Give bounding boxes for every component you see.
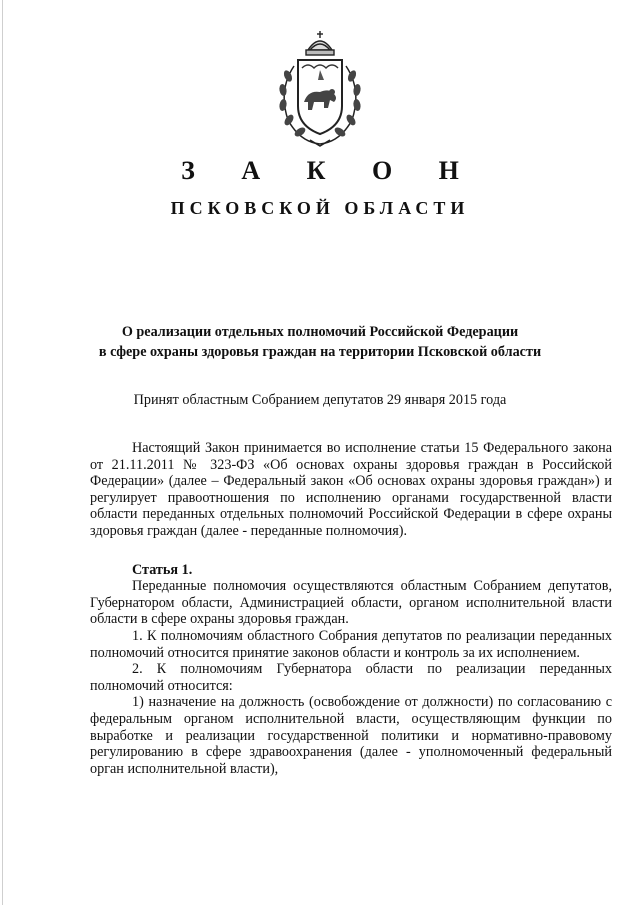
article-1-paragraph-1: 1. К полномочиям областного Собрания депутатов по реализации переданных полномочий относится принятие законов области и контроль за их исполнением. [90, 627, 612, 661]
subject-line-2: в сфере охраны здоровья граждан на территории Псковской области [98, 344, 542, 360]
article-1-intro: Переданные полномочия осуществляются областным Собранием депутатов, Губернатором области, Администрацией области, органом исполнительной власти области в сфере охраны здоровья граждан. [90, 578, 612, 628]
document-subject [0, 322, 640, 362]
article-1-paragraph-2-item-1: 1) назначение на должность (освобождение от должности) по согласованию с федеральным органом исполнительной власти, осуществляющим функции по выработке и реализации государственной политики и нормативно-правовому регулированию в сфере здравоохранения (далее - уполномоченный федеральный орган исполнительной власти), [90, 694, 612, 777]
article-1-heading: Статья 1. [132, 561, 193, 578]
article-1-paragraph-2: 2. К полномочиям Губернатора области по реализации переданных полномочий относится: [90, 661, 612, 694]
preamble-paragraph: Настоящий Закон принимается во исполнение статьи 15 Федерального закона от 21.11.2011 № 323-ФЗ «Об основах охраны здоровья граждан в Российской Федерации» (далее – Федеральный закон «Об основах охраны здоровья граждан») и регулирует правоотношения по исполнению органами государственной власти области переданных отдельных полномочий Российской Федерации в сфере охраны здоровья граждан (далее - переданные полномочия). [90, 440, 612, 539]
subject-line-1: О реализации отдельных полномочий Российской Федерации [121, 324, 519, 340]
page-edge [2, 0, 3, 905]
document-title: З А К О Н [181, 156, 479, 185]
coat-of-arms-emblem [268, 28, 372, 150]
adoption-date: Принят областным Собранием депутатов 29 января 2015 года [133, 392, 507, 408]
document-subtitle: ПСКОВСКОЙ ОБЛАСТИ [170, 198, 470, 218]
document-body [90, 440, 612, 777]
